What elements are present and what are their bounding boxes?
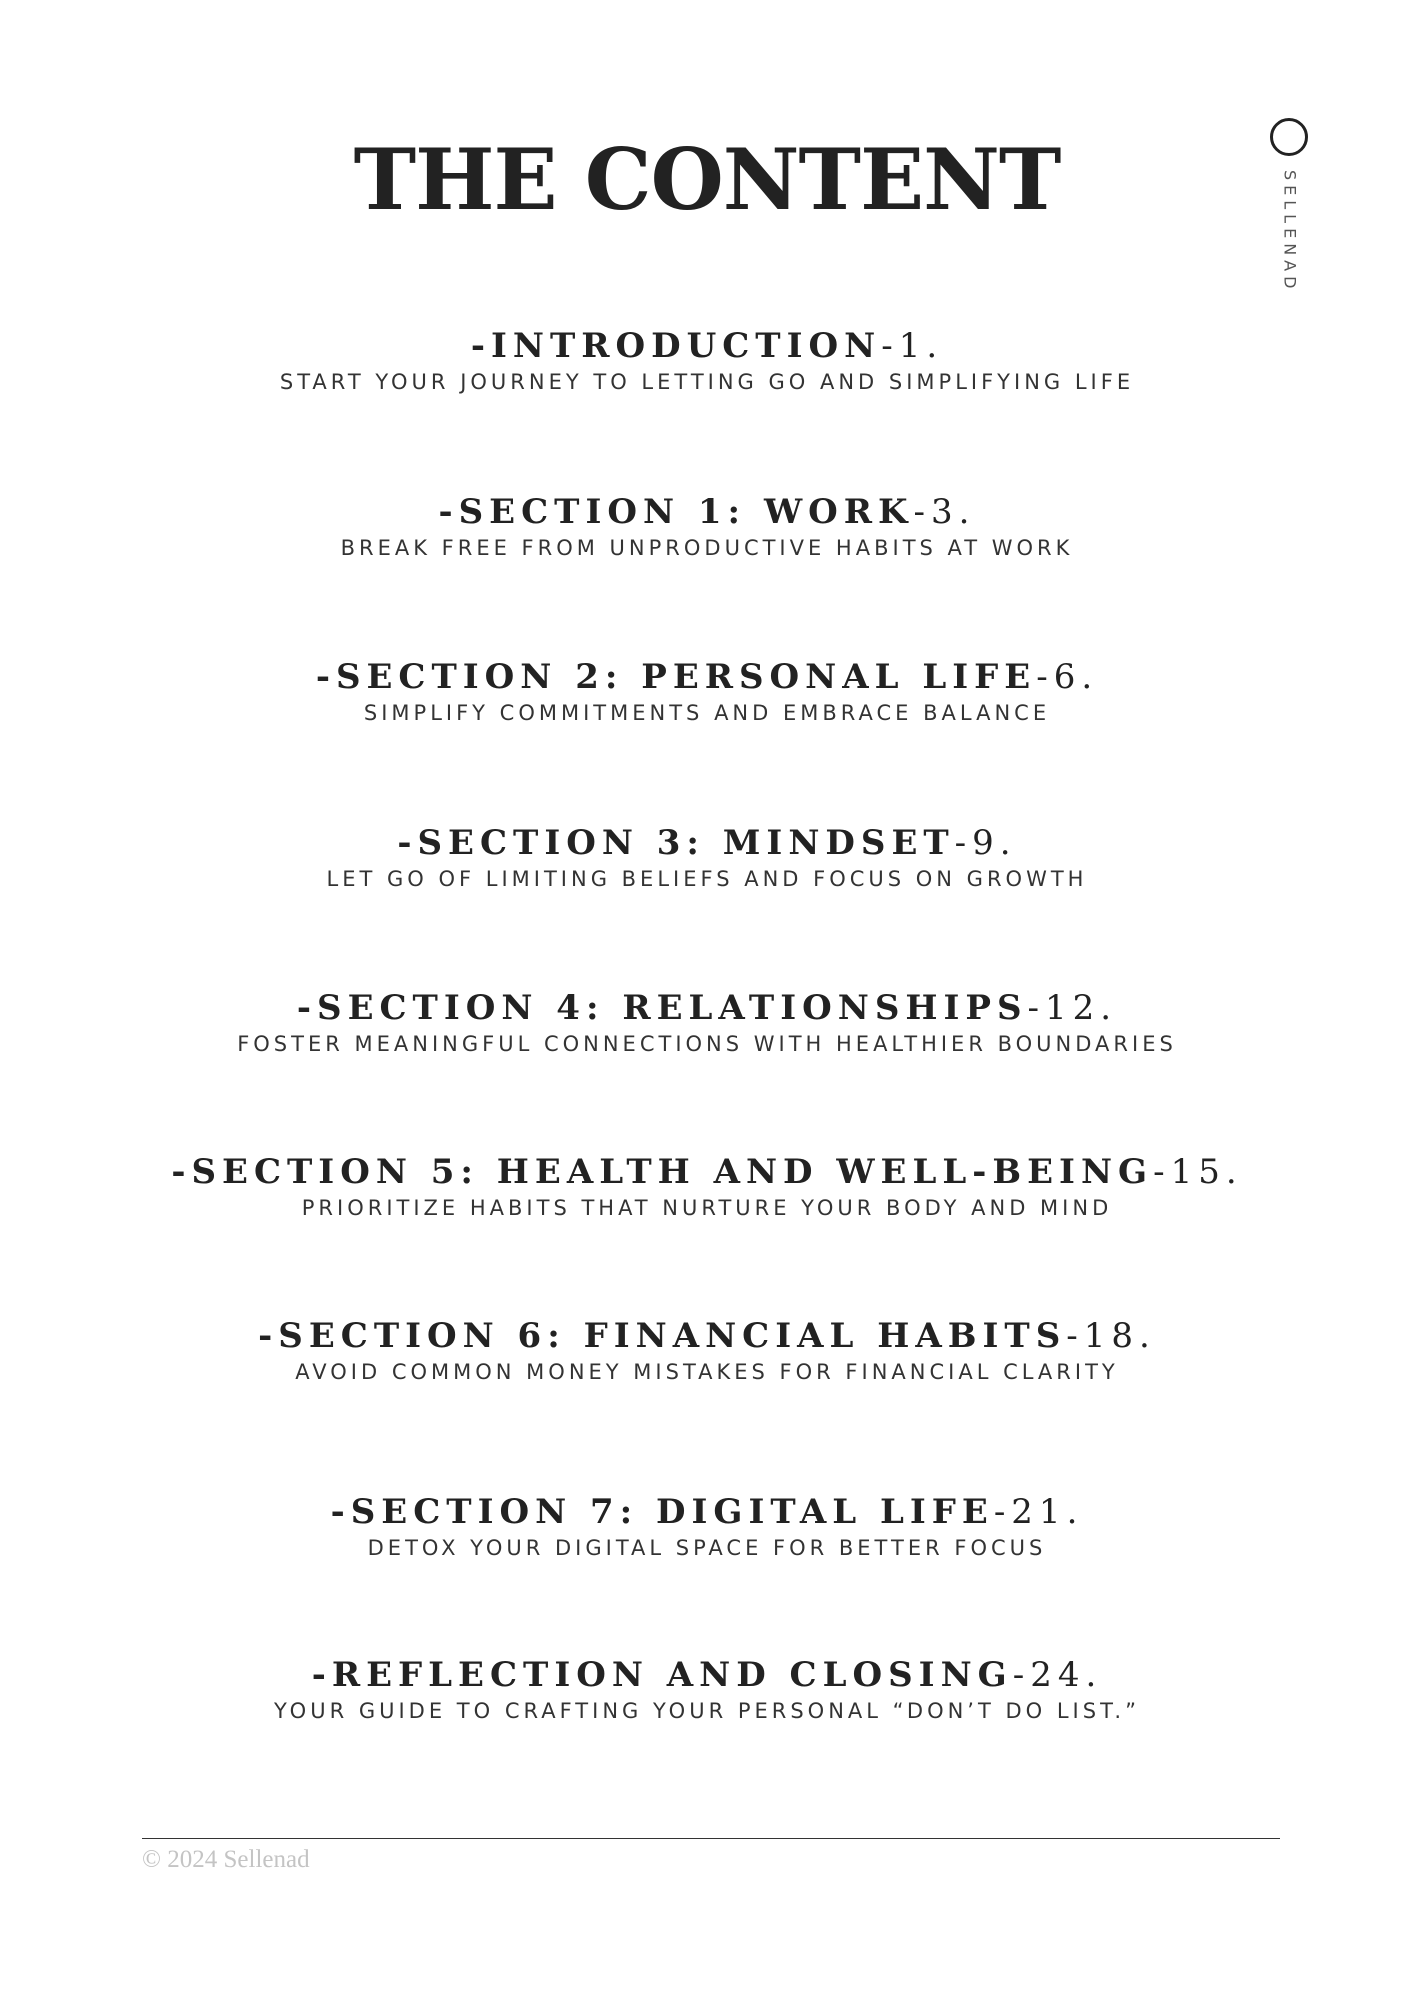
- toc-heading-label: -SECTION 7: DIGITAL LIFE: [330, 1492, 994, 1532]
- toc-subtitle: SIMPLIFY COMMITMENTS AND EMBRACE BALANCE: [363, 701, 1051, 725]
- toc-heading: [0, 988, 1414, 1028]
- toc-heading-label: -SECTION 2: PERSONAL LIFE: [315, 657, 1037, 697]
- toc-subtitle: START YOUR JOURNEY TO LETTING GO AND SIMPLIFYING LIFE: [279, 370, 1135, 394]
- toc-heading: [0, 326, 1414, 366]
- brand-name: SELLENAD: [1280, 170, 1300, 294]
- toc-heading-label: -SECTION 1: WORK: [438, 492, 914, 532]
- toc-page-number: -1.: [881, 326, 944, 366]
- toc-heading: [0, 823, 1414, 863]
- footer-copyright: © 2024 Sellenad: [142, 1846, 310, 1873]
- toc-heading-label: -SECTION 6: FINANCIAL HABITS: [258, 1316, 1067, 1356]
- toc-entry-section-4[interactable]: [0, 988, 1414, 1058]
- toc-heading-label: -SECTION 3: MINDSET: [397, 823, 955, 863]
- toc-page-number: -6.: [1036, 657, 1099, 697]
- toc-heading: [0, 1655, 1414, 1695]
- toc-entry-section-3[interactable]: [0, 823, 1414, 893]
- toc-entry-section-6[interactable]: [0, 1316, 1414, 1386]
- toc-entry-section-2[interactable]: [0, 657, 1414, 727]
- toc-subtitle: LET GO OF LIMITING BELIEFS AND FOCUS ON GROWTH: [326, 867, 1088, 891]
- toc-heading-label: -REFLECTION AND CLOSING: [311, 1655, 1013, 1695]
- brand-mark: [1262, 114, 1322, 324]
- toc-heading: [0, 1316, 1414, 1356]
- toc-subtitle: YOUR GUIDE TO CRAFTING YOUR PERSONAL “DON’T DO LIST.”: [274, 1699, 1140, 1723]
- toc-heading-label: -INTRODUCTION: [470, 326, 882, 366]
- toc-page-number: -18.: [1066, 1316, 1156, 1356]
- toc-entry-section-7[interactable]: [0, 1492, 1414, 1562]
- footer-divider: [142, 1838, 1280, 1839]
- toc-page-number: -12.: [1027, 988, 1118, 1028]
- toc-heading: [0, 657, 1414, 697]
- toc-entry-introduction[interactable]: [0, 326, 1414, 396]
- toc-page-number: -3.: [913, 492, 976, 532]
- toc-subtitle: PRIORITIZE HABITS THAT NURTURE YOUR BODY AND MIND: [301, 1196, 1113, 1220]
- toc-page-number: -21.: [993, 1492, 1084, 1532]
- toc-subtitle: BREAK FREE FROM UNPRODUCTIVE HABITS AT WORK: [340, 536, 1074, 560]
- toc-heading: [0, 1152, 1414, 1192]
- toc-entry-section-1[interactable]: [0, 492, 1414, 562]
- toc-heading-label: -SECTION 4: RELATIONSHIPS: [296, 988, 1028, 1028]
- toc-heading-label: -SECTION 5: HEALTH AND WELL-BEING: [171, 1152, 1154, 1192]
- toc-page-number: -15.: [1153, 1152, 1243, 1192]
- toc-entry-reflection[interactable]: [0, 1655, 1414, 1725]
- toc-heading: [0, 492, 1414, 532]
- toc-subtitle: AVOID COMMON MONEY MISTAKES FOR FINANCIAL CLARITY: [295, 1360, 1119, 1384]
- toc-heading: [0, 1492, 1414, 1532]
- toc-entry-section-5[interactable]: [0, 1152, 1414, 1222]
- toc-page-number: -9.: [954, 823, 1017, 863]
- toc-subtitle: DETOX YOUR DIGITAL SPACE FOR BETTER FOCUS: [367, 1536, 1047, 1560]
- toc-page-number: -24.: [1012, 1655, 1103, 1695]
- circle-icon: [1270, 118, 1308, 156]
- page-title: THE CONTENT: [353, 130, 1061, 229]
- toc-subtitle: FOSTER MEANINGFUL CONNECTIONS WITH HEALTHIER BOUNDARIES: [237, 1032, 1177, 1056]
